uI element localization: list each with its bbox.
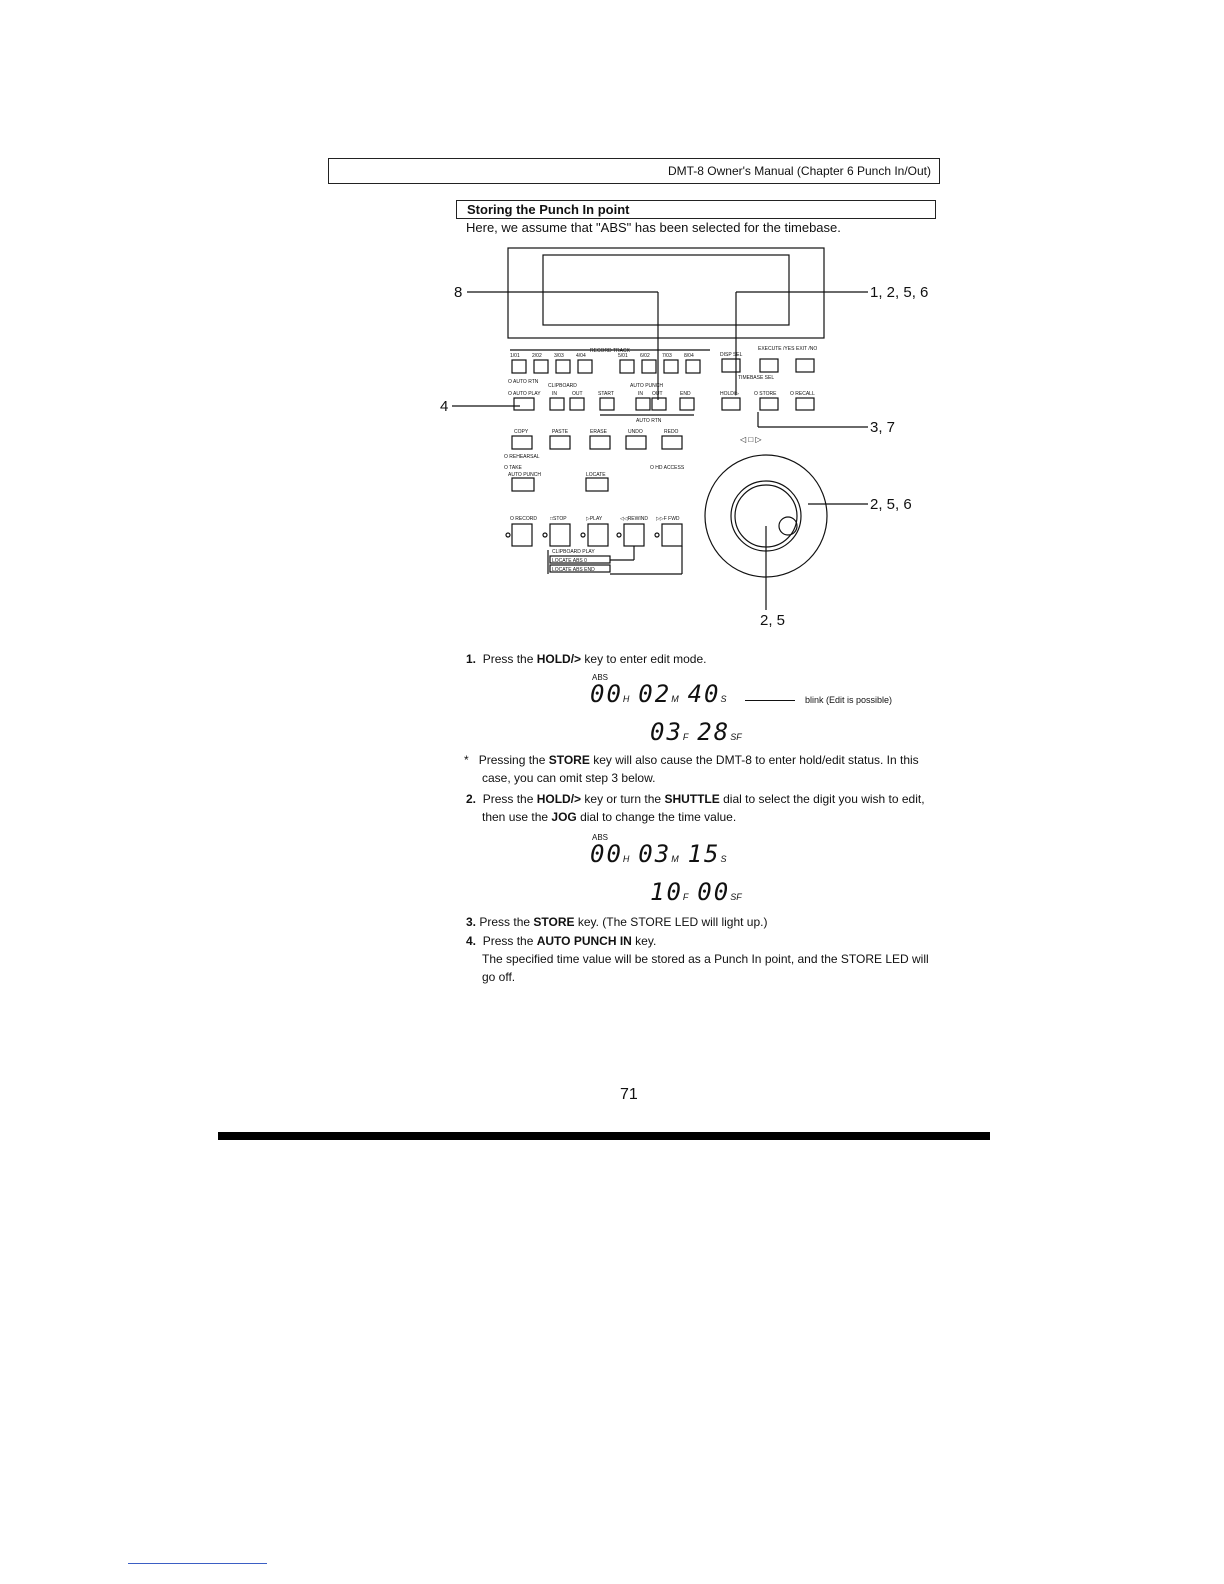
track-button-7 (664, 360, 678, 373)
clipboard-out-button (570, 398, 584, 410)
start-label: START (598, 391, 614, 397)
callout-8: 8 (454, 284, 463, 301)
disp-sel-button (722, 359, 740, 372)
erase-button (590, 436, 610, 449)
exit-button (796, 359, 814, 372)
out-label: OUT (572, 391, 583, 397)
hd-access-label: O HD ACCESS (650, 465, 685, 471)
callout-3-7: 3, 7 (870, 419, 896, 436)
lcd-screen (543, 255, 789, 325)
display2-row1: 00H 03M 15S (590, 840, 727, 868)
execute-button (760, 359, 778, 372)
timebase-sel-label: TIMEBASE SEL (738, 375, 775, 381)
track-button-4 (578, 360, 592, 373)
track-button-6 (642, 360, 656, 373)
hold-key: HOLD/> (536, 652, 582, 666)
note: * Pressing the STORE key will also cause the DMT-8 to enter hold/edit status. In this case, you can omit step 3 below. (464, 753, 919, 785)
header-box (328, 158, 940, 184)
ffwd-label: ▷▷F FWD (656, 516, 680, 522)
callout-2-5-6: 2, 5, 6 (870, 496, 912, 513)
erase-label: ERASE (590, 429, 607, 435)
hold-button (722, 398, 740, 410)
track-button-5 (620, 360, 634, 373)
punch-in-label: IN (638, 391, 643, 397)
redo-label: REDO (664, 429, 679, 435)
record-track-label: RECORD TRACK (590, 348, 630, 354)
panel-diagram (440, 240, 940, 640)
track-button-1 (512, 360, 526, 373)
page-number: 71 (620, 1086, 638, 1103)
record-button (512, 524, 532, 546)
footer-bar (218, 1132, 990, 1140)
step-2: 2. Press the HOLD/> key or turn the SHUTTLE dial to select the digit you wish to edit, then use the JOG dial to change the time value. (466, 792, 925, 824)
track-label-2: 2/02 (532, 353, 542, 359)
take-label: O TAKE (504, 465, 522, 471)
recall-button (796, 398, 814, 410)
locate-abs-end-label: LOCATE ABS END (552, 567, 595, 573)
display1-row2: 03F 28SF (650, 718, 742, 746)
clipboard-play-label: CLIPBOARD PLAY (552, 549, 595, 555)
display2-row2: 10F 00SF (650, 878, 742, 906)
play-label: ▷PLAY (586, 516, 603, 522)
callout-4: 4 (440, 398, 449, 415)
track-label-3: 3/03 (554, 353, 564, 359)
step-3: 3. Press the STORE key. (The STORE LED will light up.) (466, 915, 768, 929)
end-label: END (680, 391, 691, 397)
track-label-5: 5/01 (618, 353, 628, 359)
punch-in-button (636, 398, 650, 410)
auto-play-label: O AUTO PLAY (508, 391, 541, 397)
record-label: O RECORD (510, 516, 537, 522)
blink-leader (745, 700, 795, 701)
auto-play-button (514, 398, 534, 410)
rewind-button (624, 524, 644, 546)
clipboard-in-button (550, 398, 564, 410)
blink-note: blink (Edit is possible) (805, 695, 893, 705)
recall-label: O RECALL (790, 391, 815, 397)
clipboard-label: CLIPBOARD (548, 383, 577, 389)
locate-button (586, 478, 608, 491)
copy-label: COPY (514, 429, 529, 435)
track-label-1: 1/01 (510, 353, 520, 359)
display1-row1: 00H 02M 40S (590, 680, 727, 708)
track-label-7: 7/03 (662, 353, 672, 359)
auto-punch-button-label: AUTO PUNCH (508, 472, 541, 478)
track-button-8 (686, 360, 700, 373)
end-button (680, 398, 694, 410)
disp-sel-label: DISP SEL (720, 352, 743, 358)
section-box (456, 200, 936, 219)
locate-label: LOCATE (586, 472, 606, 478)
auto-rtn-label: O AUTO RTN (508, 379, 539, 385)
auto-punch-label: AUTO PUNCH (630, 383, 663, 389)
store-label: O STORE (754, 391, 777, 397)
start-button (600, 398, 614, 410)
track-label-6: 6/02 (640, 353, 650, 359)
locate-abs0-label: LOCATE ABS 0 (552, 558, 587, 564)
display1-abs-label: ABS (592, 673, 609, 682)
in-label: IN (552, 391, 557, 397)
undo-button (626, 436, 646, 449)
paste-button (550, 436, 570, 449)
hold-label: HOLD/▷ (720, 391, 740, 397)
callout-1-2-5-6: 1, 2, 5, 6 (870, 284, 929, 301)
punch-out-button (652, 398, 666, 410)
callout-2-5: 2, 5 (760, 612, 786, 629)
arrow-indicators: ◁ □ ▷ (740, 435, 762, 444)
stop-label: □STOP (550, 516, 567, 522)
rehearsal-label: O REHEARSAL (504, 454, 540, 460)
display2-abs-label: ABS (592, 833, 609, 842)
jog-knob (779, 517, 797, 535)
redo-button (662, 436, 682, 449)
footnote-rule (128, 1563, 267, 1564)
ffwd-button (662, 524, 682, 546)
punch-out-label: OUT (652, 391, 663, 397)
stop-button (550, 524, 570, 546)
track-label-4: 4/04 (576, 353, 586, 359)
header-title: DMT-8 Owner's Manual (Chapter 6 Punch In/Out) (667, 164, 931, 178)
track-label-8: 8/04 (684, 353, 694, 359)
execute-label: EXECUTE /YES (758, 346, 795, 352)
section-title: Storing the Punch In point (467, 202, 630, 217)
track-button-3 (556, 360, 570, 373)
step-1: 1. Press the HOLD/> key to enter edit mode. (466, 652, 707, 666)
store-button (760, 398, 778, 410)
rewind-label: ◁◁REWIND (620, 516, 648, 522)
undo-label: UNDO (628, 429, 643, 435)
exit-label: EXIT /NO (796, 346, 818, 352)
track-button-2 (534, 360, 548, 373)
section-intro: Here, we assume that "ABS" has been selected for the timebase. (466, 220, 841, 235)
auto-rtn-bracket-label: AUTO RTN (636, 418, 662, 424)
auto-punch-button (512, 478, 534, 491)
play-button (588, 524, 608, 546)
paste-label: PASTE (552, 429, 569, 435)
copy-button (512, 436, 532, 449)
step-4: 4. Press the AUTO PUNCH IN key. The specified time value will be stored as a Punch In point, and the STORE LED will go off. (466, 934, 929, 984)
